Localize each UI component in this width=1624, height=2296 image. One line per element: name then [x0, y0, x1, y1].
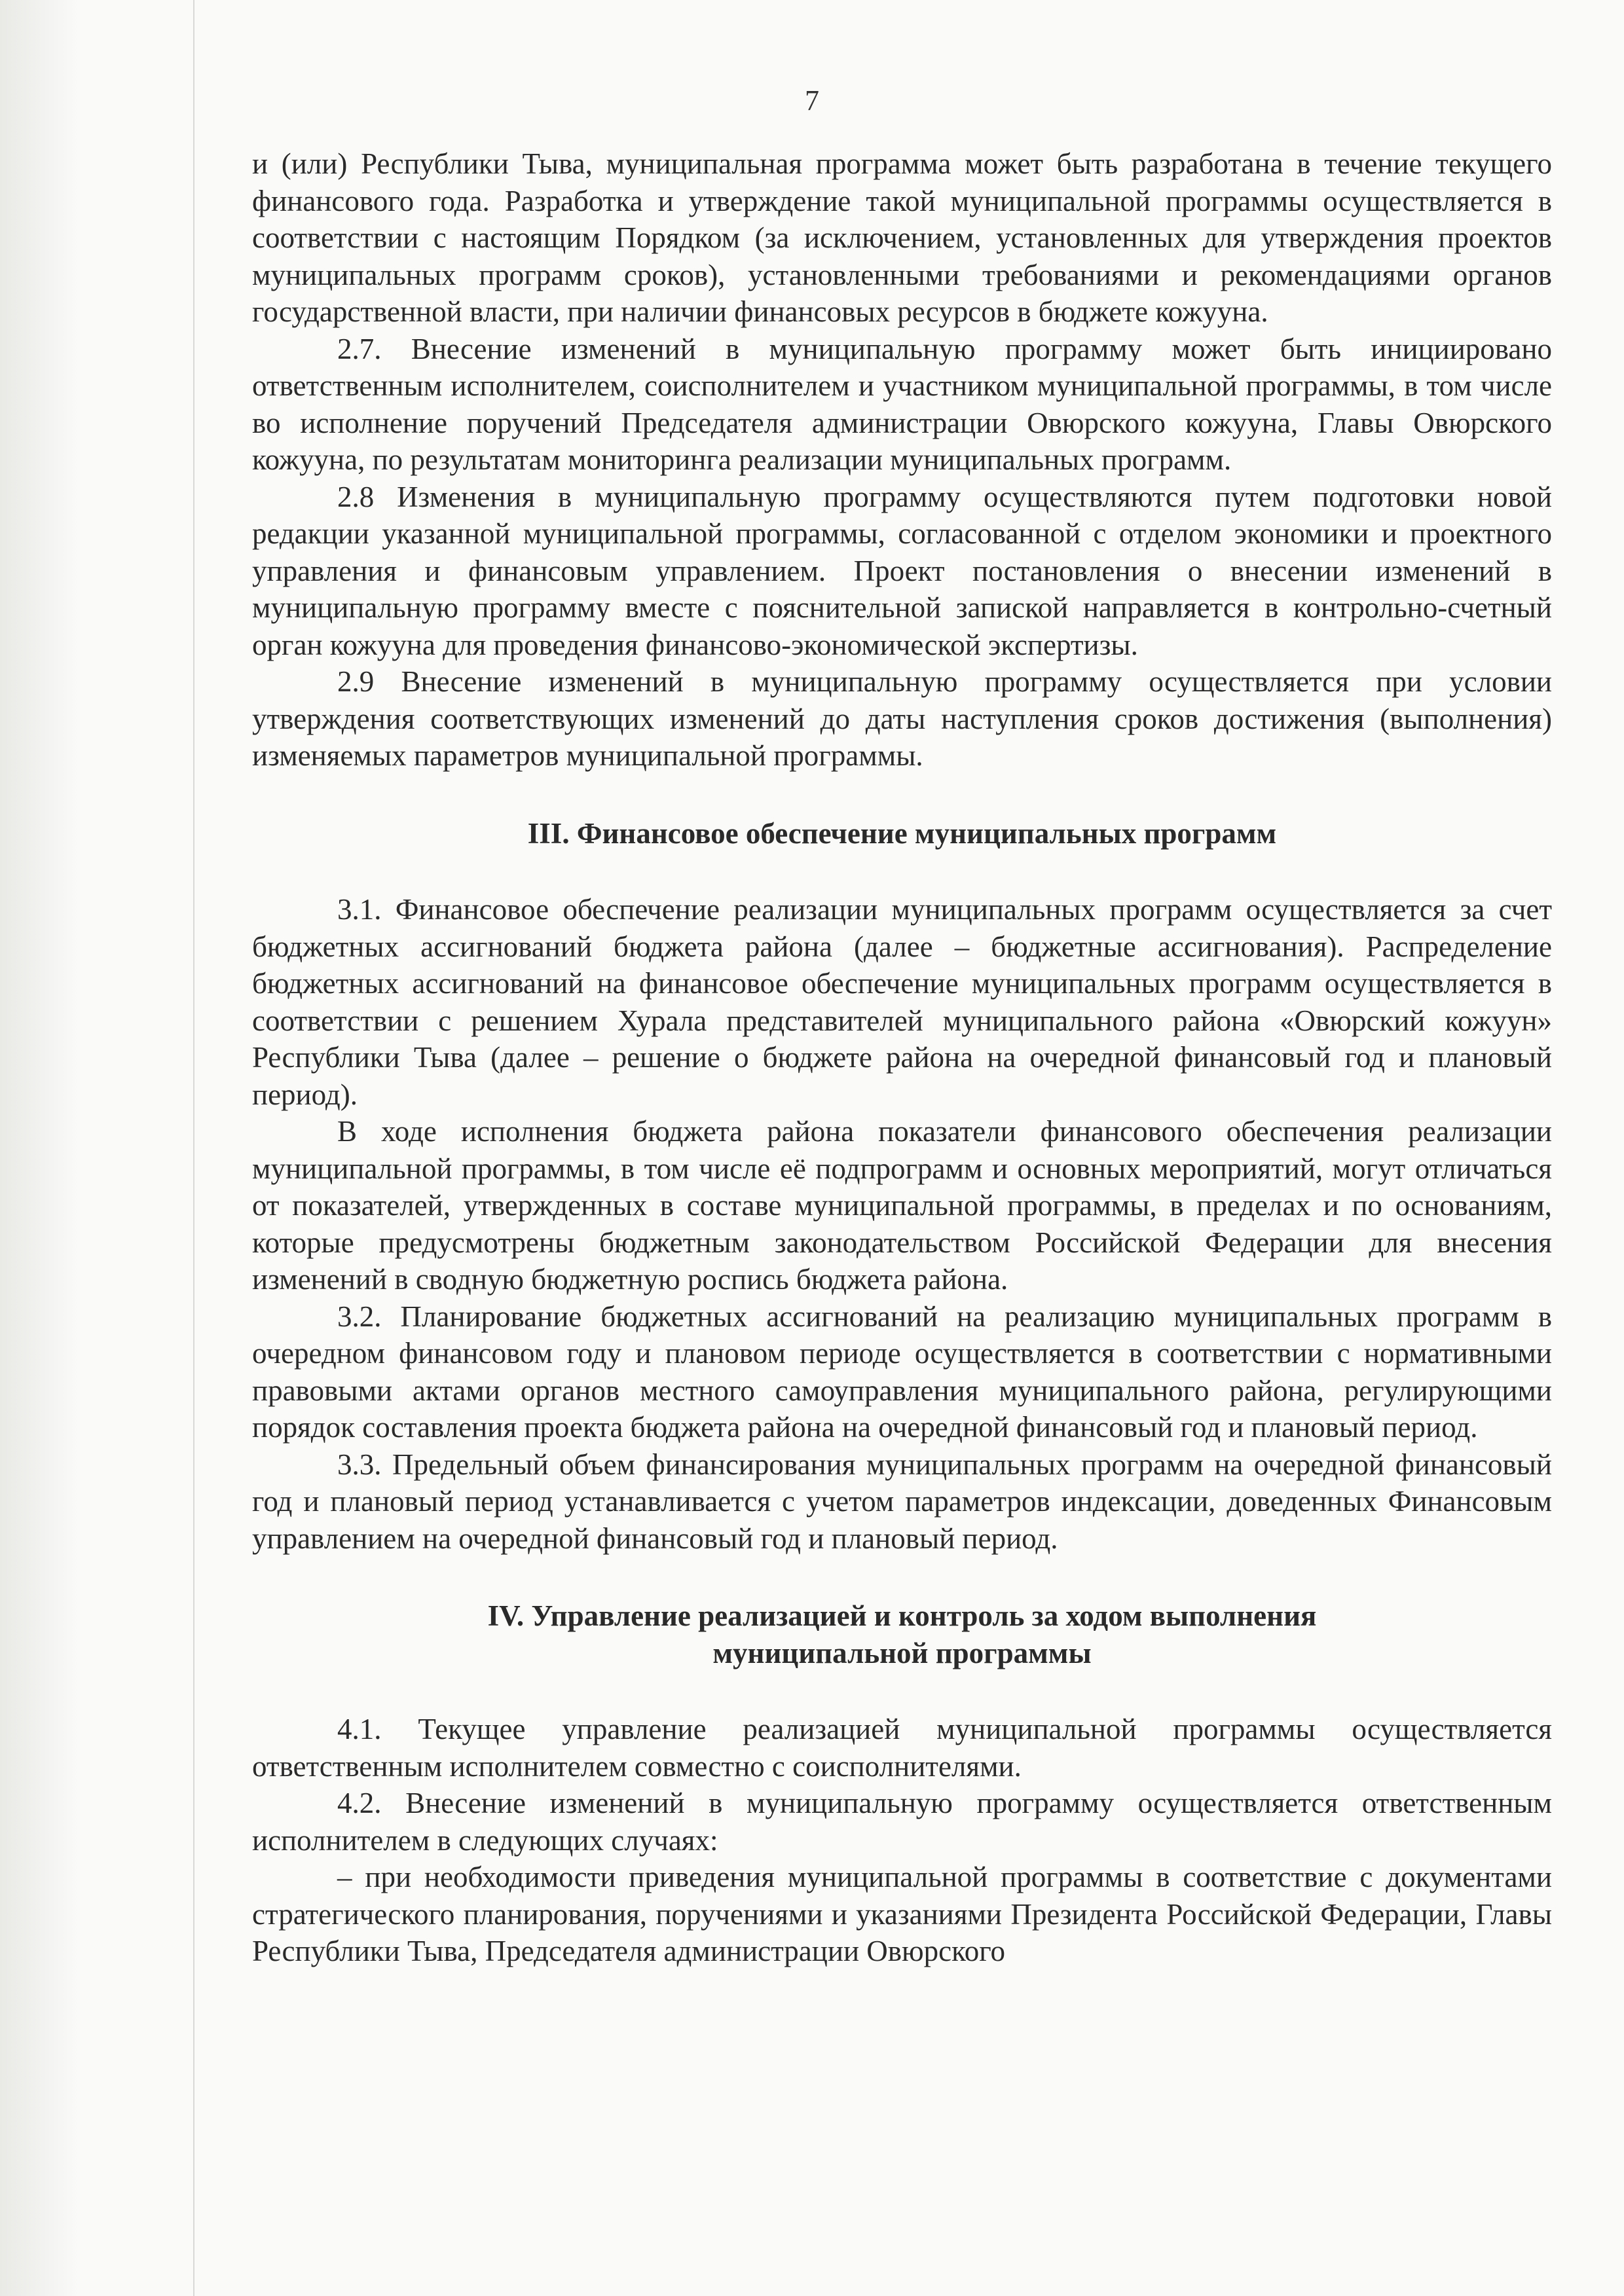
paragraph-2-7: 2.7. Внесение изменений в муниципальную программу может быть инициировано ответственным исполнителем, соисполнителем и участником муниципальной программы, в том числе во исполнение поручений Председателя администрации Овюрского кожууна, Главы Овюрского кожууна, по результатам мониторинга реализации муниципальных программ. [252, 332, 1552, 476]
paragraph-2-8: 2.8 Изменения в муниципальную программу осуществляются путем подготовки новой редакции указанной муниципальной программы, согласованной с отделом экономики и проектного управления и финансовым управлением. Проект постановления о внесении изменений в муниципальную программу вместе с пояснительной запиской направляется в контрольно-счетный орган кожууна для проведения финансово-экономической экспертизы. [252, 480, 1552, 661]
section-3-heading: III. Финансовое обеспечение муниципальных программ [527, 816, 1277, 850]
paragraph-intro: и (или) Республики Тыва, муниципальная программа может быть разработана в течение текущего финансового года. Разработка и утверждение такой муниципальной программы осуществляется в соответствии с настоящим Порядком (за исключением, установленных для утверждения проектов муниципальных программ сроков), установленными требованиями и рекомендациями органов государственной власти, при наличии финансовых ресурсов в бюджете кожууна. [252, 147, 1552, 328]
paragraph-4-1: 4.1. Текущее управление реализацией муниципальной программы осуществляется ответственным исполнителем совместно с соисполнителями. [252, 1713, 1552, 1783]
paragraph-3-3: 3.3. Предельный объем финансирования муниципальных программ на очередной финансовый год и плановый период устанавливается с учетом параметров индексации, доведенных Финансовым управлением на очередной финансовый год и плановый период. [252, 1448, 1552, 1555]
section-4-heading [252, 1597, 1552, 1671]
section-4-heading-line2: муниципальной программы [712, 1636, 1092, 1669]
page-number: 7 [805, 84, 819, 117]
section-4-heading-line1: IV. Управление реализацией и контроль за ходом выполнения [487, 1599, 1317, 1632]
paragraph-4-2: 4.2. Внесение изменений в муниципальную программу осуществляется ответственным исполнителем в следующих случаях: [252, 1787, 1552, 1857]
document-body [252, 145, 1552, 1970]
scan-fold-line [193, 0, 194, 2296]
paragraph-3-1: 3.1. Финансовое обеспечение реализации муниципальных программ осуществляется за счет бюджетных ассигнований бюджета района (далее – бюджетные ассигнования). Распределение бюджетных ассигнований на финансовое обеспечение муниципальных программ осуществляется в соответствии с решением Хурала представителей муниципального района «Овюрский кожуун» Республики Тыва (далее – решение о бюджете района на очередной финансовый год и плановый период). [252, 893, 1552, 1111]
scan-edge-shadow [0, 0, 79, 2296]
paragraph-2-9: 2.9 Внесение изменений в муниципальную программу осуществляется при условии утверждения соответствующих изменений до даты наступления сроков достижения (выполнения) изменяемых параметров муниципальной программы. [252, 665, 1552, 772]
paragraph-3-1-continued: В ходе исполнения бюджета района показатели финансового обеспечения реализации муниципальной программы, в том числе её подпрограмм и основных мероприятий, могут отличаться от показателей, утвержденных в составе муниципальной программы, в пределах и по основаниям, которые предусмотрены бюджетным законодательством Российской Федерации для внесения изменений в сводную бюджетную роспись бюджета района. [252, 1115, 1552, 1296]
list-item-dash: – при необходимости приведения муниципальной программы в соответствие с документами стратегического планирования, поручениями и указаниями Президента Российской Федерации, Главы Республики Тыва, Председателя администрации Овюрского [252, 1861, 1552, 1967]
paragraph-3-2: 3.2. Планирование бюджетных ассигнований на реализацию муниципальных программ в очередном финансовом году и плановом периоде осуществляется в соответствии с нормативными правовыми актами органов местного самоуправления муниципального района, регулирующими порядок составления проекта бюджета района на очередной финансовый год и плановый период. [252, 1300, 1552, 1444]
